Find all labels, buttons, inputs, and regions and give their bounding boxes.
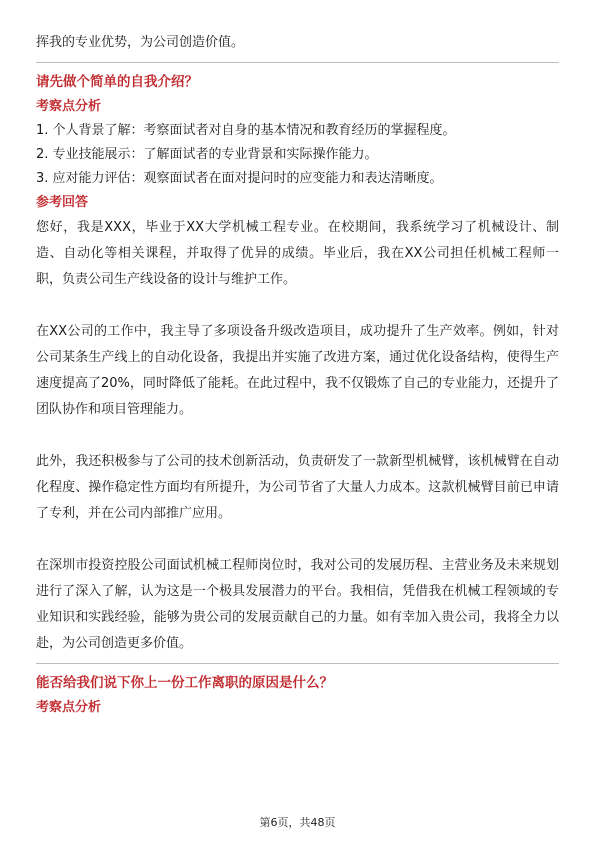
analysis-heading: 考察点分析	[36, 99, 102, 114]
answer-heading: 参考回答	[36, 195, 89, 210]
page-number: 第6页，共48页	[259, 816, 336, 829]
answer-paragraph: 您好，我是XXX，毕业于XX大学机械工程专业。在校期间，我系统学习了机械设计、制造、自动化等相关课程，并取得了优异的成绩。毕业后，我在XX公司担任机械工程师一职，负责公司生产线设备的设计与维护工作。	[36, 220, 559, 287]
intro-tail-text: 挥我的专业优势，为公司创造价值。	[36, 35, 245, 50]
answer-paragraph: 在深圳市投资控股公司面试机械工程师岗位时，我对公司的发展历程、主营业务及未来规划进行了深入了解，认为这是一个极具发展潜力的平台。我相信，凭借我在机械工程领域的专业知识和实践经验，能够为贵公司的发展贡献自己的力量。如有幸加入贵公司，我将全力以赴，为公司创造更多价值。	[36, 558, 559, 651]
analysis-item: 3. 应对能力评估：观察面试者在面对提问时的应变能力和表达清晰度。	[36, 171, 443, 186]
answer-paragraph: 此外，我还积极参与了公司的技术创新活动，负责研发了一款新型机械臂，该机械臂在自动化程度、操作稳定性方面均有所提升，为公司节省了大量人力成本。这款机械臂目前已申请了专利，并在公司内部推广应用。	[36, 454, 559, 521]
section-divider	[36, 663, 559, 664]
document-page	[36, 30, 559, 720]
analysis-item: 1. 个人背景了解：考察面试者对自身的基本情况和教育经历的掌握程度。	[36, 123, 456, 138]
question-heading: 请先做个简单的自我介绍？	[36, 74, 198, 90]
analysis-item: 2. 专业技能展示：了解面试者的专业背景和实际操作能力。	[36, 147, 378, 162]
section-divider	[36, 62, 559, 63]
question-heading: 能否给我们说下你上一份工作离职的原因是什么？	[36, 675, 333, 691]
analysis-heading: 考察点分析	[36, 700, 102, 715]
answer-paragraph: 在XX公司的工作中，我主导了多项设备升级改造项目，成功提升了生产效率。例如，针对公司某条生产线上的自动化设备，我提出并实施了改进方案，通过优化设备结构，使得生产速度提高了20%，同时降低了能耗。在此过程中，我不仅锻炼了自己的专业能力，还提升了团队协作和项目管理能力。	[36, 324, 559, 417]
